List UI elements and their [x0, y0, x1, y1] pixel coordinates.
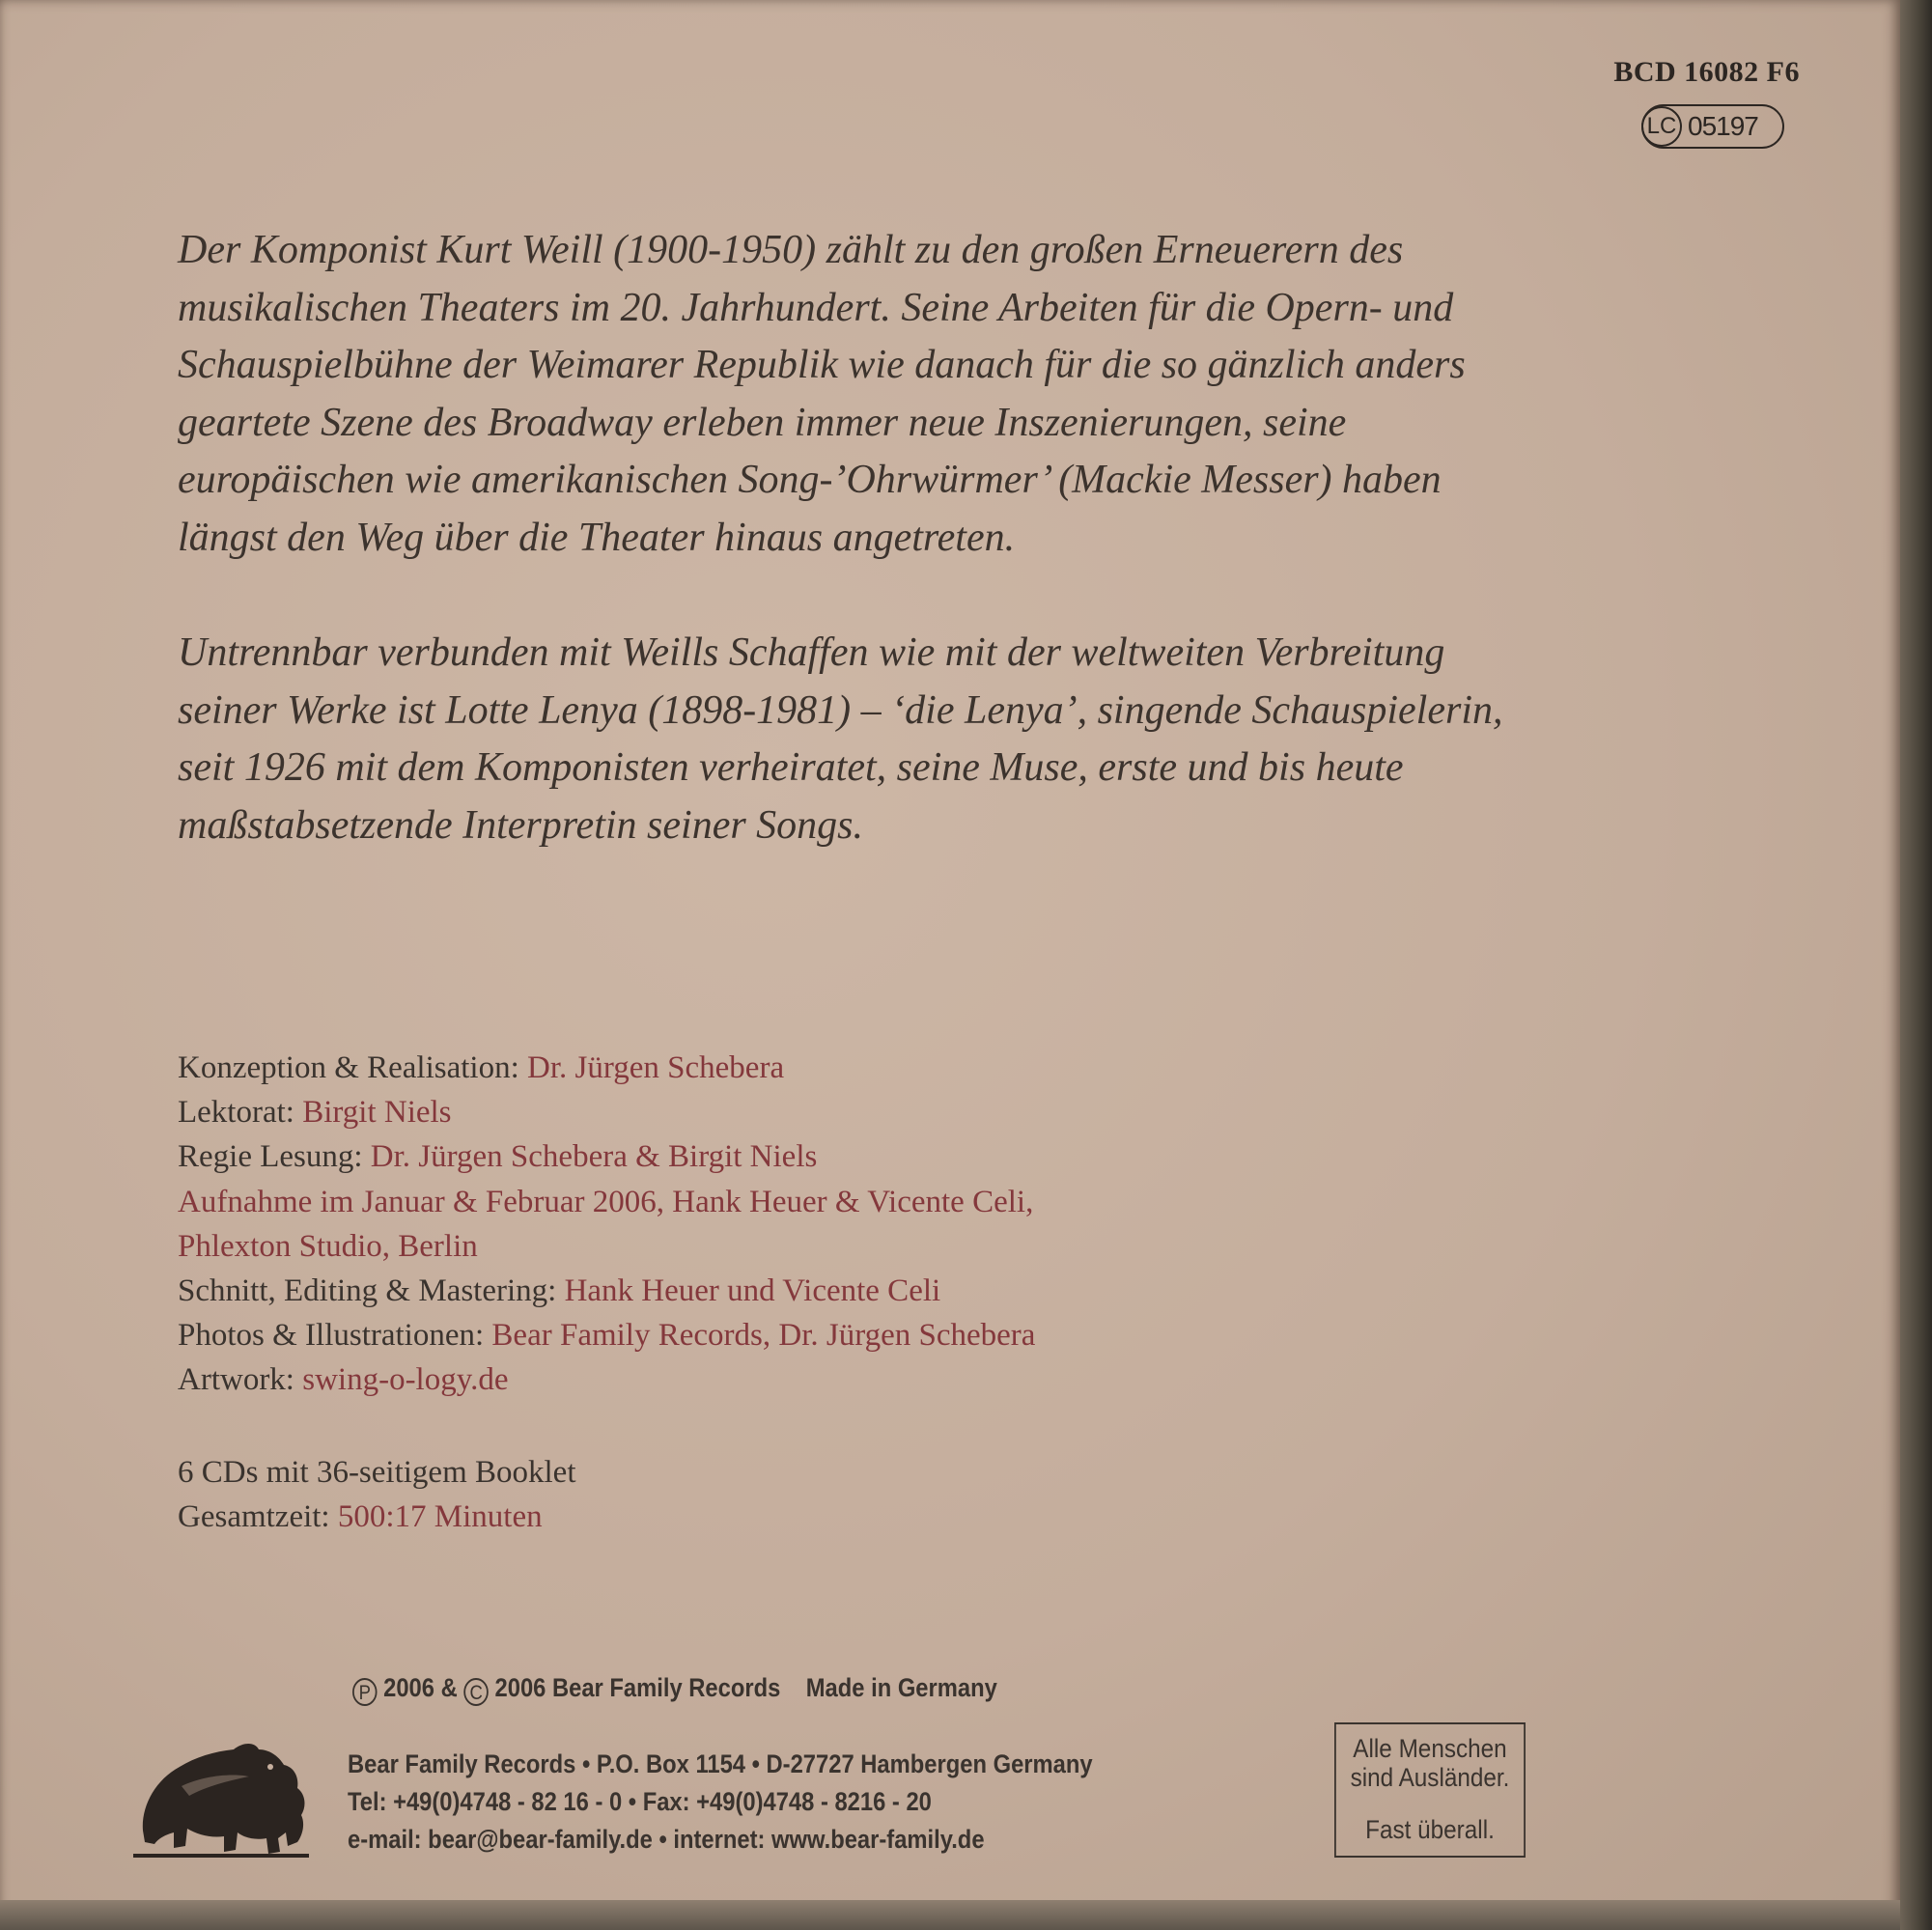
credit-value: Bear Family Records, Dr. Jürgen Schebera [491, 1318, 1036, 1354]
credits-list [178, 1046, 1035, 1403]
web-line: e-mail: bear@bear-family.de • internet: www.bear-family.de [348, 1825, 985, 1854]
phonogram-icon: P [352, 1678, 378, 1706]
credit-value: Hank Heuer und Vicente Celi [564, 1273, 941, 1309]
slogan-box [1334, 1722, 1526, 1858]
copyright-holder: 2006 Bear Family Records [494, 1673, 781, 1702]
copyright-line [352, 1673, 997, 1706]
contact-address [348, 1746, 1093, 1859]
copyright-icon: C [463, 1678, 489, 1706]
intro-line: Der Komponist Kurt Weill (1900-1950) zählt zu den großen Erneuerern des [178, 228, 1404, 272]
runtime-line [178, 1495, 575, 1539]
intro-line: europäischen wie amerikanischen Song-’Ohrwürmer’ (Mackie Messer) haben [178, 458, 1442, 502]
label-code [1641, 104, 1784, 149]
catalog-number: BCD 16082 F6 [1613, 56, 1800, 88]
credit-label: Konzeption & Realisation: [178, 1050, 519, 1085]
phone-line: Tel: +49(0)4748 - 82 16 - 0 • Fax: +49(0)4748 - 8216 - 20 [348, 1787, 932, 1816]
intro-line: geartete Szene des Broadway erleben immer neue Inszenierungen, seine [178, 400, 1347, 445]
slogan-line: Fast überall. [1365, 1815, 1495, 1844]
label-code-prefix: LC [1641, 106, 1682, 147]
credit-value: Dr. Jürgen Schebera [527, 1050, 785, 1085]
made-in: Made in Germany [805, 1673, 997, 1702]
address-line: Bear Family Records • P.O. Box 1154 • D-27727 Hambergen Germany [348, 1749, 1093, 1778]
intro-line: Schauspielbühne der Weimarer Republik wie danach für die so gänzlich anders [178, 343, 1466, 387]
intro-line: maßstabsetzende Interpretin seiner Songs. [178, 802, 864, 848]
intro-paragraph-1 [178, 222, 1742, 567]
intro-line: seit 1926 mit dem Komponisten verheiratet, seine Muse, erste und bis heute [178, 745, 1404, 790]
credit-row [178, 1134, 1035, 1179]
credit-label: Artwork: [178, 1362, 294, 1398]
intro-line: längst den Weg über die Theater hinaus angetreten. [178, 515, 1016, 560]
box-edge-right [1900, 0, 1932, 1930]
intro-line: Untrennbar verbunden mit Weills Schaffen wie mit der weltweiten Verbreitung [178, 630, 1445, 675]
credit-row [178, 1180, 1035, 1224]
runtime-value: 500:17 Minuten [337, 1499, 543, 1534]
product-info [178, 1450, 575, 1539]
credit-value: Birgit Niels [302, 1095, 452, 1131]
credit-value: Dr. Jürgen Schebera & Birgit Niels [370, 1139, 818, 1175]
credit-row [178, 1313, 1035, 1357]
credit-value: swing-o-logy.de [302, 1362, 509, 1398]
intro-paragraph-2 [178, 625, 1742, 854]
contents-line: 6 CDs mit 36-seitigem Booklet [178, 1455, 576, 1490]
box-edge-bottom [0, 1900, 1900, 1930]
credit-row [178, 1090, 1035, 1134]
credit-label: Photos & Illustrationen: [178, 1318, 485, 1354]
slogan-line: sind Ausländer. [1350, 1763, 1510, 1792]
label-code-number: 05197 [1688, 111, 1758, 141]
credit-row [178, 1357, 1035, 1402]
runtime-label: Gesamtzeit: [178, 1499, 330, 1534]
copyright-year: 2006 & [383, 1673, 458, 1702]
slogan-line: Alle Menschen [1353, 1734, 1507, 1763]
intro-line: musikalischen Theaters im 20. Jahrhundert. Seine Arbeiten für die Opern- und [178, 285, 1454, 330]
credit-value: Phlexton Studio, Berlin [178, 1228, 478, 1264]
bear-logo-icon [133, 1738, 309, 1858]
intro-line: seiner Werke ist Lotte Lenya (1898-1981) – ‘die Lenya’, singende Schauspielerin, [178, 687, 1503, 733]
credit-label: Schnitt, Editing & Mastering: [178, 1273, 557, 1309]
credit-value: Aufnahme im Januar & Februar 2006, Hank Heuer & Vicente Celi, [178, 1184, 1034, 1219]
credit-label: Regie Lesung: [178, 1139, 363, 1175]
credit-label: Lektorat: [178, 1095, 294, 1131]
credit-row [178, 1046, 1035, 1090]
credit-row [178, 1269, 1035, 1313]
credit-row [178, 1224, 1035, 1269]
